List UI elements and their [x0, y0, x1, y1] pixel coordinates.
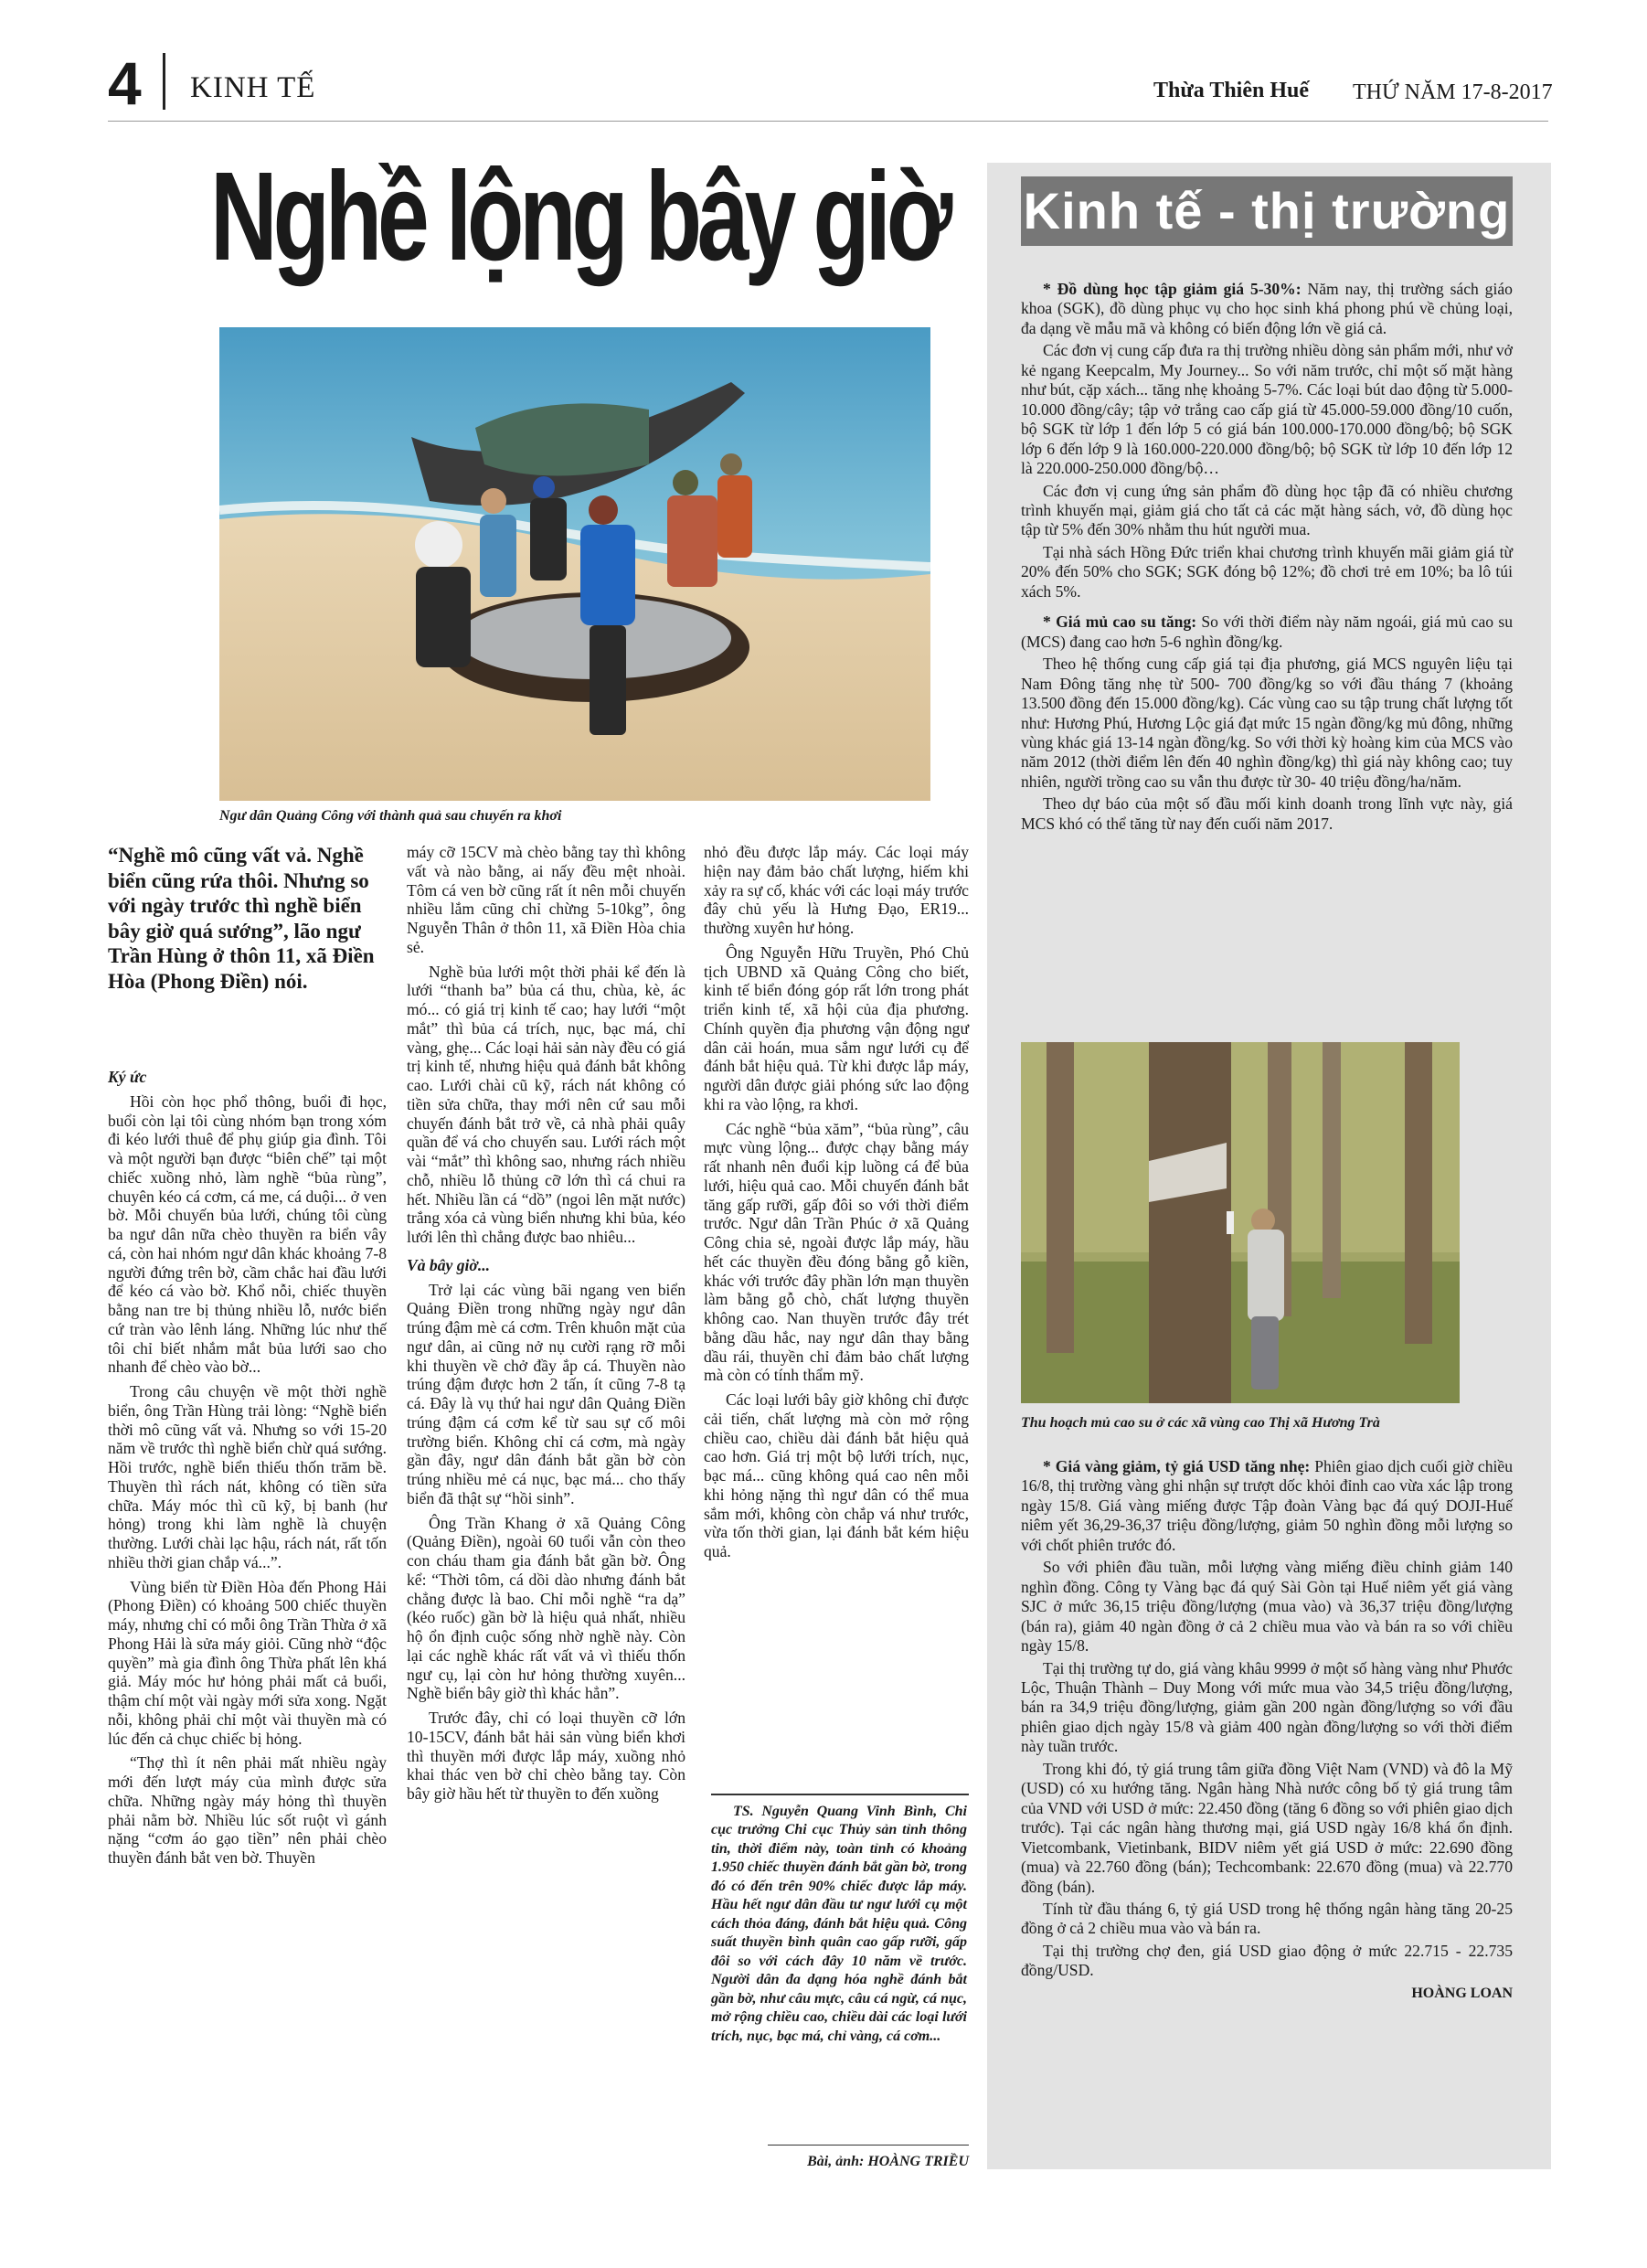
- market-author: HOÀNG LOAN: [1411, 1985, 1513, 2001]
- paragraph: Theo dự báo của một số đầu mối kinh doanh trong lĩnh vực này, giá MCS khó có thể tăng từ nay đến cuối năm 2017.: [1021, 794, 1513, 833]
- byline-rule: [768, 2145, 969, 2146]
- quote-box-top-rule: [711, 1794, 969, 1795]
- market-section-school-supplies: [1021, 280, 1513, 836]
- rubber-price-heading: * Giá mủ cao su tăng:: [1043, 612, 1197, 632]
- newspaper-name: Thừa Thiên Huế: [1153, 79, 1310, 102]
- subheading-nowadays: Và bây giờ...: [407, 1255, 491, 1274]
- photo-caption: Ngư dân Quảng Công với thành quả sau chuyến ra khơi: [219, 808, 562, 824]
- paragraph: Ông Nguyễn Hữu Truyền, Phó Chủ tịch UBND xã Quảng Công cho biết, kinh tế biển đóng góp rất lớn trong phát triển kinh tế, xã hội của địa phương. Chính quyền địa phương vận động ngư dân cải hoán, mua sắm ngư lưới cụ để đánh bắt hiệu quả. Từ khi được lắp máy, người dân được giải phóng sức lao động khi ra vào lộng, ra khơi.: [704, 942, 969, 1113]
- paragraph: Trở lại các vùng bãi ngang ven biển Quảng Điền trong những ngày ngư dân trúng đậm mè cá cơm. Trên khuôn mặt của ngư dân, ai cũng nở nụ cười rạng rỡ mỗi khi thuyền về chở đầy ắp cá. Thuyền nào trúng đậm được hơn 2 tấn, ít cũng 7-8 tạ cá. Đây là vụ thứ hai ngư dân Quảng Điền trúng đậm cá cơm kể từ sau sự cố môi trường biển. Không chỉ cá cơm, mà ngày gần đây, ngư dân đánh bắt gần bờ còn trúng nhiều mẻ cá nục, bạc má... cho thấy biển đã thật sự “hồi sinh”.: [407, 1280, 685, 1507]
- paragraph: Vùng biển từ Điền Hòa đến Phong Hải (Phong Điền) có khoảng 500 chiếc thuyền máy, nhưng chỉ có mỗi ông Trần Thừa ở xã Phong Hải là sửa máy giỏi. Cũng nhờ “độc quyền” mà gia đình ông Thừa phất lên khá giả. Máy móc hư hỏng phải mất cả buổi, thậm chí một vài ngày mới sửa xong. Ngặt nỗi, không phải chỉ một vài thuyền mà có lúc đến cả chục chiếc bị hỏng.: [108, 1577, 387, 1748]
- paragraph: Nghề bủa lưới một thời phải kể đến là lưới “thanh ba” bủa cá thu, chùa, kè, ác mó... có giá trị kinh tế cao; hay lưới “một mắt” thì bủa cá trích, nục, bạc má, chỉ vàng, ghẹ... Các loại hải sản này đều có giá trị kinh tế, nhưng hiệu quả đánh bắt không cao. Lưới chài cũ kỹ, rách nát không có tiền sửa chữa, thay mới nên cứ sau mỗi chuyến đánh bắt trở về, cả nhà phải quây quần để vá cho chuyến sau. Lưới rách một vài “mắt” thì không sao, nhưng rách nhiều chỗ, nhiều lỗ thủng cỡ lớn thì cá chui ra hết. Nhiều lần cá “dồ” (ngoi lên mặt nước) trắng xóa cả vùng biển nhưng khi bủa, kéo lưới lên thì chẳng được bao nhiêu...: [407, 962, 685, 1246]
- paragraph: Các đơn vị cung cấp đưa ra thị trường nhiều dòng sản phẩm mới, như vở kẻ ngang Keepcalm, My Journey... So với năm trước, chỉ một số mặt hàng như bút, cặp xách... tăng nhẹ khoảng 5-7%. Các loại bút dao động từ 5.000-10.000 đồng/cây; tập vở trắng cao cấp giá từ 45.000-59.000 đồng/10 cuốn, bộ SGK từ lớp 1 đến lớp 5 có giá bán 100.000-170.000 đồng/bộ; bộ SGK lớp 6 đến lớp 9 là 160.000-220.000 đồng/bộ; bộ SGK từ lớp 10 đến lớp 12 là 220.000-250.000 đồng/bộ…: [1021, 341, 1513, 478]
- paragraph: Trong câu chuyện về một thời nghề biển, ông Trần Hùng trải lòng: “Nghề biển thời mô cũng vất vả. Nhưng so với 15-20 năm về trước thì nghề biển chừ quá sướng. Hồi trước, nghề biển thiếu thốn trăm bề. Thuyền thì rách nát, không có tiền sửa chữa. Máy móc thì cũ kỹ, bị banh (hư hỏng) trong khi làm nghề là chuyện thường. Lưới chài lạc hậu, rách nát, rất tốn nhiều thời gian chắp vá...”.: [108, 1382, 387, 1571]
- paragraph: Phiên giao dịch cuối giờ chiều 16/8, thị trường vàng ghi nhận sự trượt dốc khỏi đỉnh cao vừa xác lập trong ngày 15/8. Giá vàng miếng được Tập đoàn Vàng bạc đá quý DOJI-Huế niêm yết 36,29-36,37 triệu đồng/lượng, giảm 50 nghìn đồng mỗi lượng so với chốt phiên trước đó.: [1021, 1457, 1514, 1554]
- fishermen-photo: [219, 327, 930, 801]
- article-lead: “Nghề mô cũng vất vả. Nghề biển cũng rứa thôi. Nhưng so với ngày trước thì nghề biển bây giờ quá sướng”, lão ngư Trần Hùng ở thôn 11, xã Điền Hòa (Phong Điền) nói.: [108, 844, 375, 993]
- market-box-title: Kinh tế - thị trường: [1021, 176, 1513, 246]
- section-title: KINH TẾ: [190, 71, 316, 104]
- article-byline: Bài, ảnh: HOÀNG TRIỀU: [807, 2154, 969, 2169]
- paragraph: nhỏ đều được lắp máy. Các loại máy hiện nay đảm bảo chất lượng, hiếm khi xảy ra sự cố, khác với các loại máy trước đây chủ yếu là Hưng Đạo, ER19... thường xuyên hư hỏng.: [704, 843, 969, 937]
- article-column-1: [108, 1059, 387, 1873]
- paragraph: Trước đây, chỉ có loại thuyền cỡ lớn 10-15CV, đánh bắt hải sản vùng biển khơi thì thuyền mới được lắp máy, xuồng nhỏ khai thác ven bờ chỉ chèo bằng tay. Còn bây giờ hầu hết từ thuyền to đến xuồng: [407, 1709, 685, 1803]
- school-supplies-heading: * Đồ dùng học tập giảm giá 5-30%:: [1043, 280, 1302, 298]
- gold-usd-heading: * Giá vàng giảm, tỷ giá USD tăng nhẹ:: [1043, 1457, 1311, 1475]
- article-column-3: [704, 843, 969, 1567]
- paragraph: Các nghề “bủa xăm”, “bủa rùng”, câu mực vùng lộng... được chạy bằng máy rất nhanh nên đuổi kịp luồng cá để bủa lưới, hiệu quả cao. Mỗi chuyến đánh bắt tăng gấp rưỡi, gấp đôi so với thời điểm trước. Ngư dân Trần Phúc ở xã Quảng Công chia sẻ, ngoài được lắp máy, hầu hết các thuyền đều đóng bằng gỗ kiền, khác với trước đây phần lớn mạn thuyền làm bằng gỗ chò, chất lượng thuyền không cao. Nan thuyền trước đây trét bằng dầu hắc, nay ngư dân thay bằng dầu rái, thuyền chỉ đảm bảo chất lượng mà còn có tính thẩm mỹ.: [704, 1119, 969, 1385]
- expert-quote-box: [711, 1803, 967, 2046]
- paragraph: Các đơn vị cung ứng sản phẩm đồ dùng học tập đã có nhiều chương trình khuyến mại, giảm giá cho tất cả các mặt hàng sách, vở, đồ dùng học tập từ 5% đến 30% nhằm thu hút người mua.: [1021, 481, 1513, 539]
- paragraph: máy cỡ 15CV mà chèo bằng tay thì không vất và nào bằng, ai nấy đều mệt nhoài. Tôm cá ven bờ cũng rất ít nên mỗi chuyến nhiều lắm cũng chỉ chừng 5-10kg”, ông Nguyễn Thân ở thôn 11, xã Điền Hòa chia sẻ.: [407, 843, 685, 956]
- expert-quote-text: TS. Nguyễn Quang Vinh Bình, Chi cục trưởng Chi cục Thủy sản tỉnh thông tin, thời điểm này, toàn tỉnh có khoảng 1.950 chiếc thuyền đánh bắt gần bờ, trong đó có đến trên 90% chiếc được lắp máy. Hầu hết ngư dân đầu tư ngư lưới cụ một cách thỏa đáng, đánh bắt hiệu quả. Công suất thuyền bình quân cao gấp rưỡi, gấp đôi so với cách đây 10 năm về trước. Người dân đa dạng hóa nghề đánh bắt gần bờ, như câu mực, câu cá ngừ, cá nục, mở rộng chiều cao, chiều dài các loại lưới trích, nục, bạc má, chỉ vàng, cá cơm...: [711, 1804, 967, 2044]
- issue-date: THỨ NĂM 17-8-2017: [1353, 80, 1553, 104]
- rubber-harvest-photo-image: [1021, 1042, 1460, 1403]
- paragraph: Tại nhà sách Hồng Đức triển khai chương trình khuyến mãi giảm giá từ 20% đến 50% cho SGK; SGK đóng bộ 12%; đồ chơi trẻ em 10%; ba lô túi xách 5%.: [1021, 542, 1513, 601]
- article-column-2: [407, 843, 685, 1809]
- paragraph: Hồi còn học phổ thông, buổi đi học, buổi còn lại tôi cùng nhóm bạn trong xóm đi kéo lưới thuê để phụ giúp gia đình. Tôi và một người bạn được “biên chế” tại một chiếc xuồng nhỏ, làm nghề “bủa rùng”, chuyên kéo cá cơm, cá me, cá duội... ở ven bờ. Mỗi chuyến bủa lưới, chúng tôi cùng ba ngư dân nữa chèo thuyền ra biển vây cá, còn hai nhóm ngư dân khác khoảng 7-8 người đứng trên bờ, cầm chắc hai đầu lưới để kéo cá vào bờ. Khổ nỗi, chiếc thuyền bằng nan tre bị thủng nhiều lỗ, nước biển cứ tràn vào lênh láng. Những lúc như thế tôi chỉ biết nhắm mắt bủa lưới sao cho nhanh để chèo vào bờ...: [108, 1091, 387, 1377]
- paragraph: So với phiên đầu tuần, mỗi lượng vàng miếng điều chỉnh giảm 140 nghìn đồng. Công ty Vàng bạc đá quý Sài Gòn tại Huế niêm yết giá vàng SJC ở mức 36,15 triệu đồng/lượng (mua vào) và 36,37 triệu đồng/lượng (bán ra), giảm 40 ngàn đồng ở cả 2 chiều mua vào và bán ra so với chiều ngày 15/8.: [1021, 1558, 1513, 1656]
- article-title: Nghề lộng bây giờ: [210, 146, 949, 287]
- paragraph: Năm nay, thị trường sách giáo khoa (SGK), đồ dùng phục vụ cho học sinh khá phong phú về chủng loại, đa dạng về mẫu mã và không có biến động lớn về giá cả.: [1021, 280, 1513, 337]
- paragraph: Tính từ đầu tháng 6, tỷ giá USD trong hệ thống ngân hàng tăng 20-25 đồng ở cả 2 chiều mua vào và bán ra.: [1021, 1899, 1513, 1938]
- paragraph: Theo hệ thống cung cấp giá tại địa phương, giá MCS nguyên liệu tại Nam Đông tăng nhẹ từ 500- 700 đồng/kg so với đầu tháng 7 (khoảng 13.500 đồng đến 15.000 đồng/kg). Các vùng cao su tập trung chất lượng tốt như: Hương Phú, Hương Lộc giá đạt mức 15 ngàn đồng/kg mủ đông, những vùng khác giá 13-14 ngàn đồng/kg. So với thời kỳ hoàng kim của MCS vào năm 2012 (thời điểm lên đến 40 nghìn đồng/kg) thì giá này không cao; tuy nhiên, người trồng cao su vẫn thu được từ 30- 40 triệu đồng/ha/năm.: [1021, 655, 1513, 791]
- paragraph: Ông Trần Khang ở xã Quảng Công (Quảng Điền), ngoài 60 tuổi vẫn còn theo con cháu tham gia đánh bắt gần bờ. Ông kể: “Thời tôm, cá dồi dào nhưng đánh bắt chẳng được là bao. Chỉ mỗi nghề “ra dạ” (kéo ruốc) gần bờ là hiệu quả nhất, nhiều hộ ổn định cuộc sống nhờ nghề này. Còn lại các nghề khác rất vất vả vì thiếu thốn ngư cụ, lại còn hư hỏng thường xuyên... Nghề biển bây giờ thì khác hẳn”.: [407, 1513, 685, 1703]
- page-number: 4: [108, 49, 142, 117]
- subheading-memories: Ký ức: [108, 1068, 147, 1086]
- paragraph: So với thời điểm này năm ngoái, giá mủ cao su (MCS) đang cao hơn 5-6 nghìn đồng/kg.: [1021, 612, 1513, 651]
- market-section-gold-usd: [1021, 1457, 1513, 2002]
- rubber-photo-caption: Thu hoạch mủ cao su ở các xã vùng cao Thị xã Hương Trà: [1021, 1415, 1380, 1431]
- paragraph: Trong khi đó, tỷ giá trung tâm giữa đồng Việt Nam (VND) và đô la Mỹ (USD) có xu hướng tăng. Ngân hàng Nhà nước công bố tỷ giá trung tâm của VND với USD ở mức: 22.450 đồng (tăng 6 đồng so với phiên giao dịch trước). Tại các ngân hàng thương mại, giá USD ngày 16/8 khá ổn định. Vietcombank, Vietinbank, BIDV niêm yết giá USD ở mức: 22.690 đồng (mua) và 22.760 đồng (bán); Techcombank: 22.670 đồng (mua) và 22.770 đồng (bán).: [1021, 1759, 1513, 1896]
- rubber-harvest-photo: [1021, 1042, 1460, 1403]
- header-rule: [108, 121, 1548, 122]
- paragraph: “Thợ thì ít nên phải mất nhiều ngày mới đến lượt máy của mình được sửa chữa. Những ngày máy hỏng thì thuyền phải nằm bờ. Nhiều lúc sốt ruột vì gánh nặng “cơm áo gạo tiền” nên phải chèo thuyền đánh bắt ven bờ. Thuyền: [108, 1753, 387, 1867]
- paragraph: Các loại lưới bây giờ không chỉ được cải tiến, chất lượng mà còn mở rộng chiều cao, chiều dài đánh bắt hiệu quả cao hơn. Giá trị một bộ lưới trích, nục, bạc má... cũng không quá cao nên mỗi khi hỏng nặng thì ngư dân có thể mua sắm mới, không còn chắp vá như trước, vừa tốn thời gian, lại đánh bắt kém hiệu quả.: [704, 1390, 969, 1560]
- paragraph: Tại thị trường chợ đen, giá USD giao động ở mức 22.715 - 22.735 đồng/USD.: [1021, 1941, 1513, 1980]
- page-number-divider: [163, 53, 165, 110]
- fishermen-photo-image: [219, 327, 930, 801]
- paragraph: Tại thị trường tự do, giá vàng khâu 9999 ở một số hàng vàng như Phước Lộc, Thuận Thành – Duy Mong với mức mua vào 34,5 triệu đồng/lượng, bán ra 34,9 triệu đồng/lượng, giảm gần 200 ngàn đồng/lượng so với đầu phiên giao dịch ngày 15/8 và giảm 400 ngàn đồng/lượng so với thời điểm này tuần trước.: [1021, 1658, 1513, 1756]
